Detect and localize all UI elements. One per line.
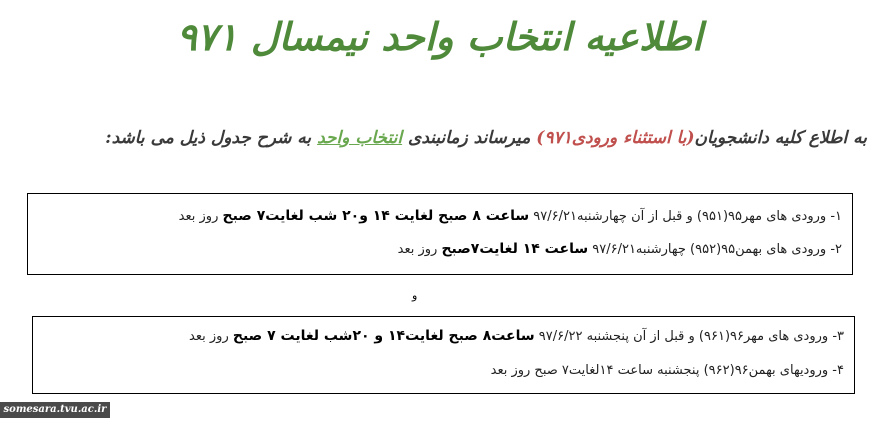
page-title: اطلاعیه انتخاب واحد نیمسال ۹۷۱ bbox=[176, 14, 703, 59]
item-3-prefix: ۳- ورودی های مهر۹۶(۹۶۱) و قبل از آن پنجشنبه ۹۷/۶/۲۲ bbox=[534, 329, 844, 344]
schedule-item-2 bbox=[398, 241, 842, 257]
conjunction: و bbox=[412, 289, 418, 302]
item-3-time: ساعت۸ صبح لغایت۱۴ و ۲۰شب لغایت ۷ صبح bbox=[232, 328, 535, 344]
intro-highlight: انتخاب واحد bbox=[317, 128, 403, 148]
item-1-prefix: ۱- ورودی های مهر۹۵(۹۵۱) و قبل از آن چهارشنبه۹۷/۶/۲۱ bbox=[529, 209, 842, 224]
schedule-box-1 bbox=[27, 193, 853, 275]
intro-text bbox=[4, 128, 867, 148]
schedule-item-1 bbox=[179, 208, 842, 224]
item-1-suffix: روز بعد bbox=[178, 209, 223, 224]
item-4-prefix: ۴- ورودیهای بهمن۹۶(۹۶۲) پنجشنبه ساعت ۱۴لغایت۷ صبح روز بعد bbox=[490, 363, 844, 378]
site-url-badge[interactable]: somesara.tvu.ac.ir bbox=[0, 402, 110, 418]
schedule-item-4 bbox=[491, 362, 844, 378]
schedule-item-3 bbox=[189, 328, 844, 344]
item-2-suffix: روز بعد bbox=[397, 242, 442, 257]
item-2-prefix: ۲- ورودی های بهمن۹۵(۹۵۲) چهارشنبه۹۷/۶/۲۱ bbox=[588, 242, 842, 257]
item-3-suffix: روز بعد bbox=[189, 329, 233, 344]
intro-part2: میرساند زمانبندی bbox=[402, 128, 537, 148]
item-2-time: ساعت ۱۴ لغایت۷صبح bbox=[441, 241, 589, 257]
intro-part3: به شرح جدول ذیل می باشد: bbox=[105, 128, 318, 148]
item-1-time: ساعت ۸ صبح لغایت ۱۴ و۲۰ شب لغایت۷ صبح bbox=[222, 208, 530, 224]
schedule-box-2 bbox=[32, 316, 855, 394]
intro-exception: (با استثناء ورودی۹۷۱) bbox=[536, 128, 695, 148]
intro-part1: به اطلاع کلیه دانشجویان bbox=[694, 128, 867, 148]
